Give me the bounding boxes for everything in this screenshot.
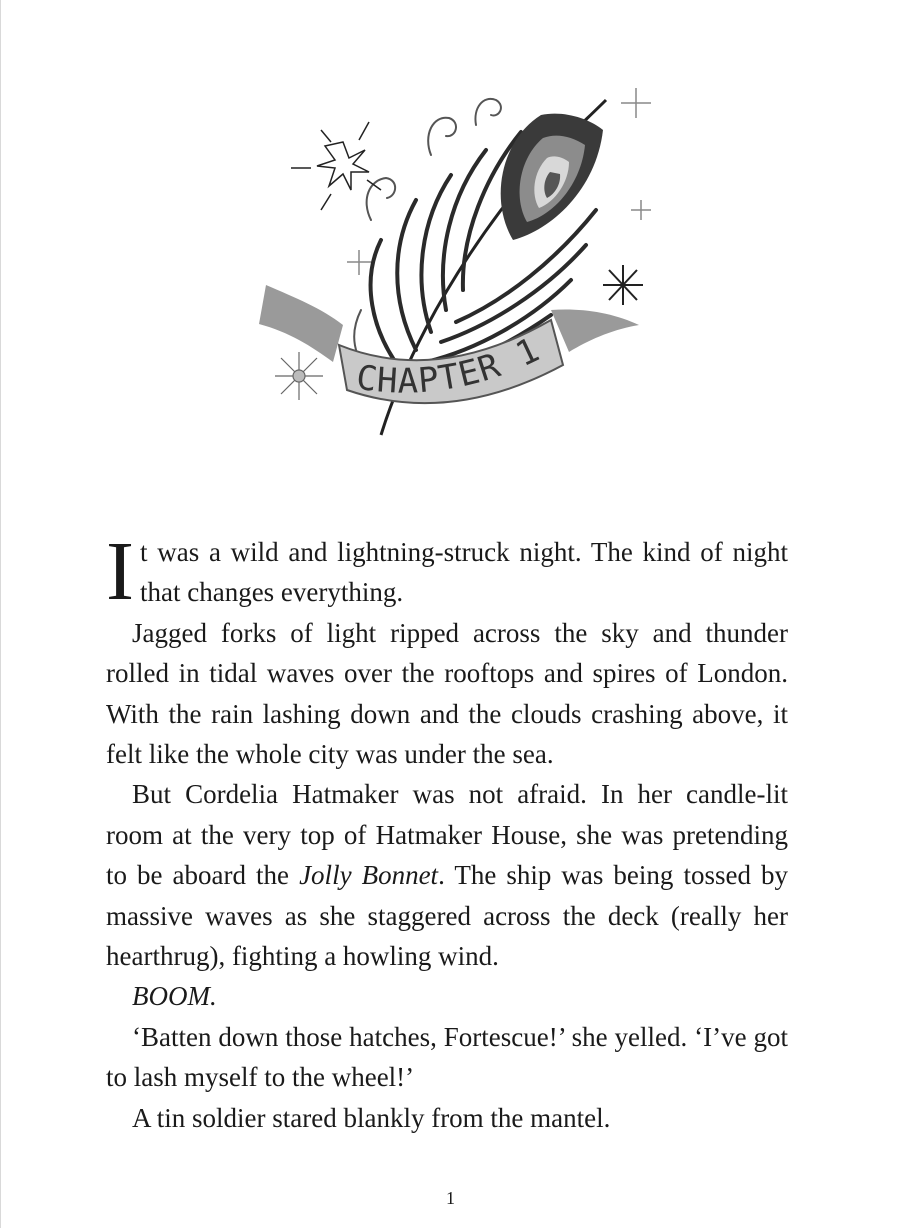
- chapter-header-illustration: [251, 70, 651, 450]
- paragraph-5: ‘Batten down those hatches, Fortescue!’ she yelled. ‘I’ve got to lash myself to the wheel!’: [106, 1021, 788, 1093]
- sparkle-top-right: [621, 88, 651, 220]
- sparkle-bottom-left: [275, 352, 323, 400]
- drop-cap: I: [106, 525, 134, 618]
- page-number: 1: [446, 1188, 456, 1208]
- paragraph-2: Jagged forks of light ripped across the sky and thunder rolled in tidal waves over the rooftops and spires of London. With the rain lashing down and the clouds crashing above, it felt like the whole city was under the sea.: [106, 617, 788, 770]
- ribbon-right-tail: [551, 310, 639, 352]
- chapter-body: [106, 525, 788, 1138]
- paragraph-1: [106, 525, 788, 618]
- ship-name: Jolly Bonnet: [299, 860, 439, 891]
- chapter-title: CHAPTER 1: [353, 329, 547, 402]
- sparkle-small-left: [347, 250, 371, 275]
- paragraph-3-text-end: . The ship was being tossed by massive waves as she staggered across the deck (really her hearthrug), fighting a howling wind.: [106, 860, 788, 972]
- paragraph-3: [106, 774, 788, 976]
- paragraph-4: BOOM.: [132, 981, 217, 1012]
- sparkle-right-star: [603, 265, 643, 305]
- paragraph-3-text-start: But Cordelia Hatmaker was not afraid. In her candle-lit room at the very top of Hatmaker House, she was pretending to be aboard the: [106, 779, 788, 891]
- paragraph-1-text: t was a wild and lightning-struck night. The kind of night that changes everything.: [139, 537, 788, 608]
- paragraph-6: A tin soldier stared blankly from the mantel.: [132, 1102, 611, 1133]
- ribbon-left-tail: [259, 285, 343, 362]
